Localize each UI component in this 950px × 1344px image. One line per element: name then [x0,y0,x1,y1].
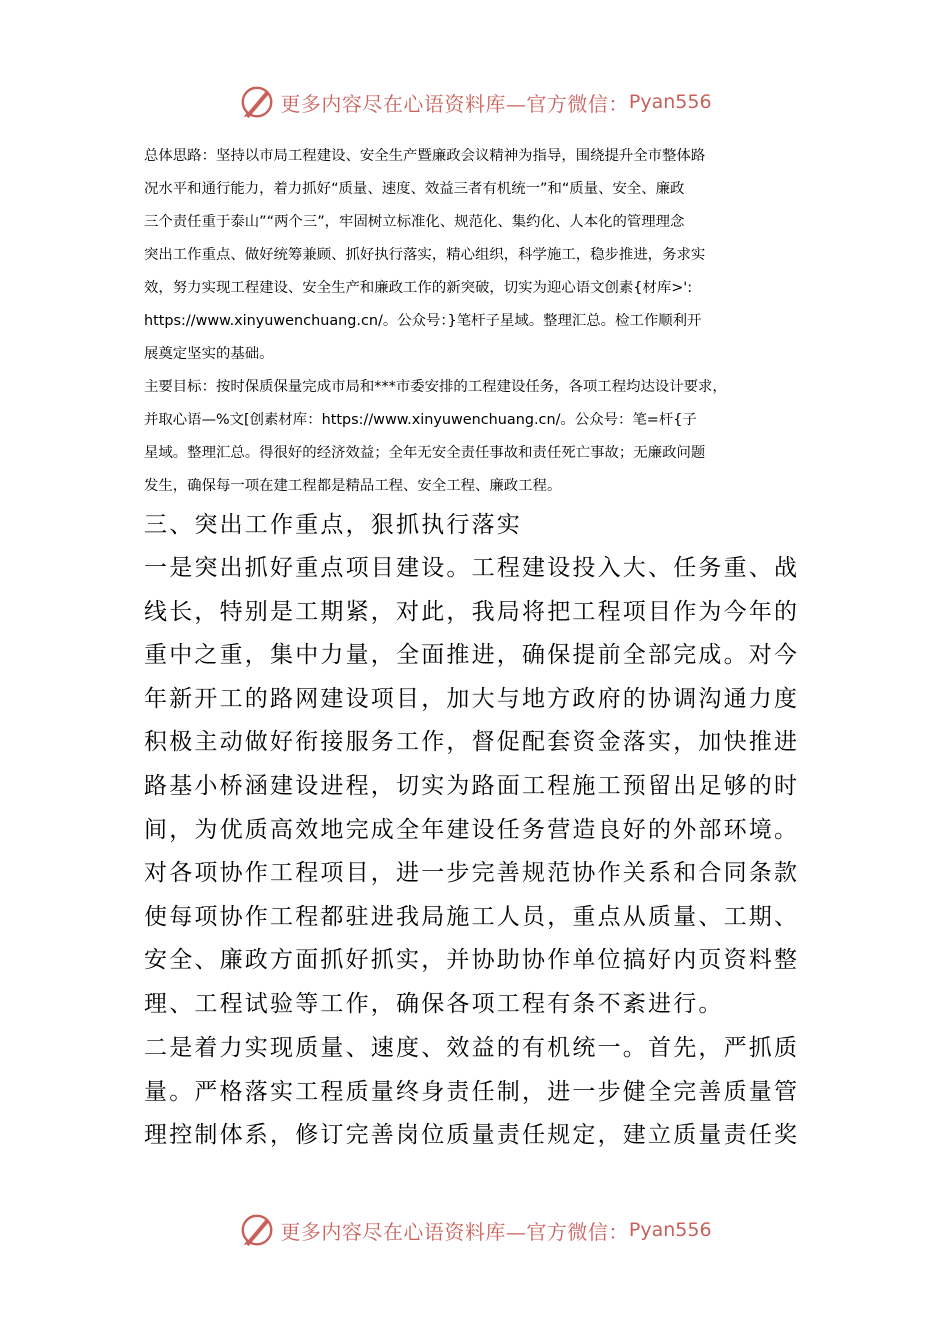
text-line: 况水平和通行能力，着力抓好“质量、速度、效益三者有机统一”和“质量、安全、廉政 [144,181,685,197]
text-line: 展奠定坚实的基础。 [144,346,274,362]
text-line: 效，努力实现工程建设、安全生产和廉政工作的新突破，切实为迎心语文创素{材库>': [144,280,693,296]
text-line: 并取心语—%文[创素材库：https://www.xinyuwenchuang.cn/。公众号：笔=杆{子 [144,412,697,428]
pen-logo-icon [238,1211,276,1249]
text-line: 发生，确保每一项在建工程都是精品工程、安全工程、廉政工程。 [144,478,562,494]
text-line: 主要目标：按时保质保量完成市局和***市委安排的工程建设任务，各项工程均达设计要求， [144,379,727,395]
header-banner [0,82,950,122]
text-line: 间，为优质高效地完成全年建设任务营造良好的外部环境。 [144,816,800,843]
text-line: https://www.xinyuwenchuang.cn/。公众号：}笔杆子星域。整理汇总。检工作顺利开 [144,313,702,329]
text-line: 重中之重，集中力量，全面推进，确保提前全部完成。对今 [144,642,800,669]
banner-wechat-id: Pyan556 [628,91,712,113]
text-line: 线长，特别是工期紧，对此，我局将把工程项目作为今年的 [144,598,800,625]
banner-text: 更多内容尽在心语资料库—官方微信： [280,91,629,116]
pen-logo-icon [238,83,276,121]
text-line: 星域。整理汇总。得很好的经济效益；全年无安全责任事故和责任死亡事故；无廉政问题 [144,445,706,461]
text-line: 路基小桥涵建设进程，切实为路面工程施工预留出足够的时 [144,772,800,799]
body-paragraph-1 [144,547,814,1027]
text-line: 三个责任重于泰山”“两个三”，牢固树立标准化、规范化、集约化、人本化的管理理念 [144,214,685,230]
text-line: 使每项协作工程都驻进我局施工人员，重点从质量、工期、 [144,903,800,930]
text-line: 理、工程试验等工作，确保各项工程有条不紊进行。 [144,990,724,1017]
text-line: 安全、廉政方面抓好抓实，并协助协作单位搞好内页资料整 [144,947,800,974]
section-heading: 三、突出工作重点，狠抓执行落实 [144,512,522,538]
text-line: 年新开工的路网建设项目，加大与地方政府的协调沟通力度 [144,685,800,712]
text-line: 突出工作重点、做好统筹兼顾、抓好执行落实，精心组织，科学施工，稳步推进，务求实 [144,247,706,263]
text-line: 一是突出抓好重点项目建设。工程建设投入大、任务重、战 [144,555,800,581]
body-paragraph-2 [144,1027,814,1158]
text-line: 理控制体系，修订完善岗位质量责任规定，建立质量责任奖 [144,1122,800,1149]
overall-approach-paragraph [144,140,814,371]
main-goals-paragraph [144,371,814,503]
footer-banner [0,1210,950,1250]
banner-text: 更多内容尽在心语资料库—官方微信： [280,1219,629,1244]
text-line: 总体思路：坚持以市局工程建设、安全生产暨廉政会议精神为指导，围绕提升全市整体路 [144,148,706,164]
banner-wechat-id: Pyan556 [628,1219,712,1241]
text-line: 二是着力实现质量、速度、效益的有机统一。首先，严抓质 [144,1035,800,1061]
text-line: 量。严格落实工程质量终身责任制，进一步健全完善质量管 [144,1078,800,1105]
text-line: 积极主动做好衔接服务工作，督促配套资金落实，加快推进 [144,729,800,756]
text-line: 对各项协作工程项目，进一步完善规范协作关系和合同条款 [144,860,800,887]
